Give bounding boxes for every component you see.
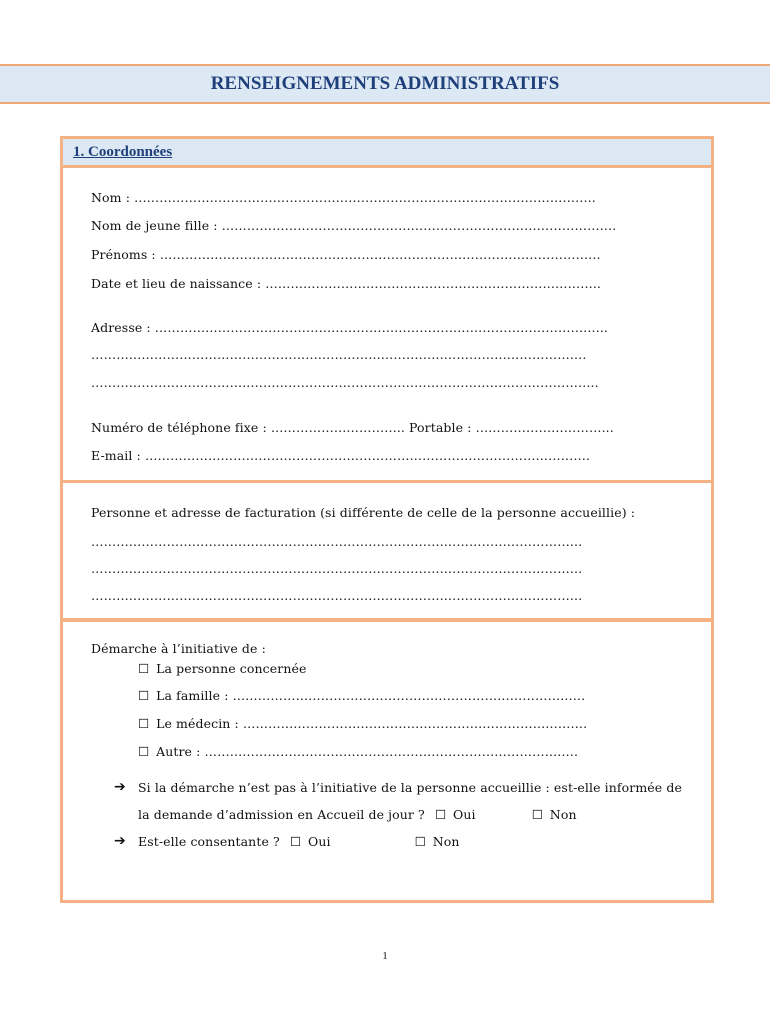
field-date-lieu-naissance[interactable]: Date et lieu de naissance : …………………………………………………………………….. bbox=[91, 276, 601, 291]
option-famille[interactable] bbox=[138, 688, 585, 703]
field-adresse-line3[interactable]: ………………………………..……………………………………………………………………….. bbox=[91, 375, 599, 390]
question-text: Est-elle consentante ? bbox=[138, 834, 280, 849]
arrow-icon: ➔ bbox=[114, 833, 126, 849]
demarche-label: Démarche à l’initiative de : bbox=[91, 641, 266, 656]
field-nom[interactable]: Nom : ……………………………………………………………………………………………….. bbox=[91, 190, 596, 205]
oui-label: Oui bbox=[307, 834, 331, 849]
checkbox-icon[interactable]: ☐ bbox=[289, 834, 302, 849]
checkbox-icon[interactable]: ☐ bbox=[138, 688, 150, 703]
field-telephone[interactable]: Numéro de téléphone fixe : ………………………….. Portable : …………………………... bbox=[91, 420, 614, 435]
checkbox-icon[interactable]: ☐ bbox=[531, 807, 544, 822]
field-nom-jeune-fille[interactable]: Nom de jeune fille : …………………………………………………………………………………. bbox=[91, 218, 617, 233]
facturation-label: Personne et adresse de facturation (si différente de celle de la personne accueillie) : bbox=[91, 505, 636, 520]
page-title: RENSEIGNEMENTS ADMINISTRATIFS bbox=[0, 64, 770, 104]
option-label: Le médecin : ………………………………………………………………………. bbox=[156, 716, 588, 731]
option-label: La personne concernée bbox=[156, 661, 307, 676]
question-text: la demande d’admission en Accueil de jour ? bbox=[138, 807, 425, 822]
field-adresse-line2[interactable]: ………………………………………………………………………………………………………. bbox=[91, 347, 587, 362]
oui-label: Oui bbox=[453, 807, 476, 822]
option-medecin[interactable] bbox=[138, 716, 587, 731]
checkbox-icon[interactable]: ☐ bbox=[138, 744, 150, 759]
field-email[interactable]: E-mail : ……………………………………………………………………………………………. bbox=[91, 448, 591, 463]
non-label: Non bbox=[432, 834, 460, 849]
checkbox-icon[interactable]: ☐ bbox=[434, 807, 447, 822]
facturation-line1[interactable]: ……………………………………………………………………………………………………… bbox=[91, 534, 583, 549]
checkbox-icon[interactable]: ☐ bbox=[138, 661, 150, 676]
section-title: 1. Coordonnées bbox=[73, 144, 173, 160]
checkbox-icon[interactable]: ☐ bbox=[414, 834, 426, 849]
section-header-coordonnees bbox=[60, 136, 714, 168]
field-adresse[interactable]: Adresse : ……………………………………………………………………………………………... bbox=[91, 320, 609, 335]
facturation-line2[interactable]: ……………………………………………………………………………………………………… bbox=[91, 561, 583, 576]
question-consentante bbox=[138, 834, 460, 849]
option-personne-concernee[interactable] bbox=[138, 661, 307, 676]
option-label: La famille : ………………………………………………………………………… bbox=[156, 688, 586, 703]
option-label: Autre : ………………………………………………………………………….…. bbox=[156, 744, 579, 759]
arrow-icon: ➔ bbox=[114, 779, 126, 795]
facturation-line3[interactable]: ……………………………………………………………………………………………………… bbox=[91, 588, 583, 603]
question-informee-line2 bbox=[138, 807, 577, 822]
field-prenoms[interactable]: Prénoms : …………………………………………………………………………………………… bbox=[91, 247, 601, 262]
page-number: 1 bbox=[382, 950, 388, 962]
non-label: Non bbox=[549, 807, 577, 822]
option-autre[interactable] bbox=[138, 744, 578, 759]
checkbox-icon[interactable]: ☐ bbox=[138, 716, 150, 731]
question-informee-line1: Si la démarche n’est pas à l’initiative de la personne accueillie : est-elle informée de bbox=[138, 780, 682, 795]
